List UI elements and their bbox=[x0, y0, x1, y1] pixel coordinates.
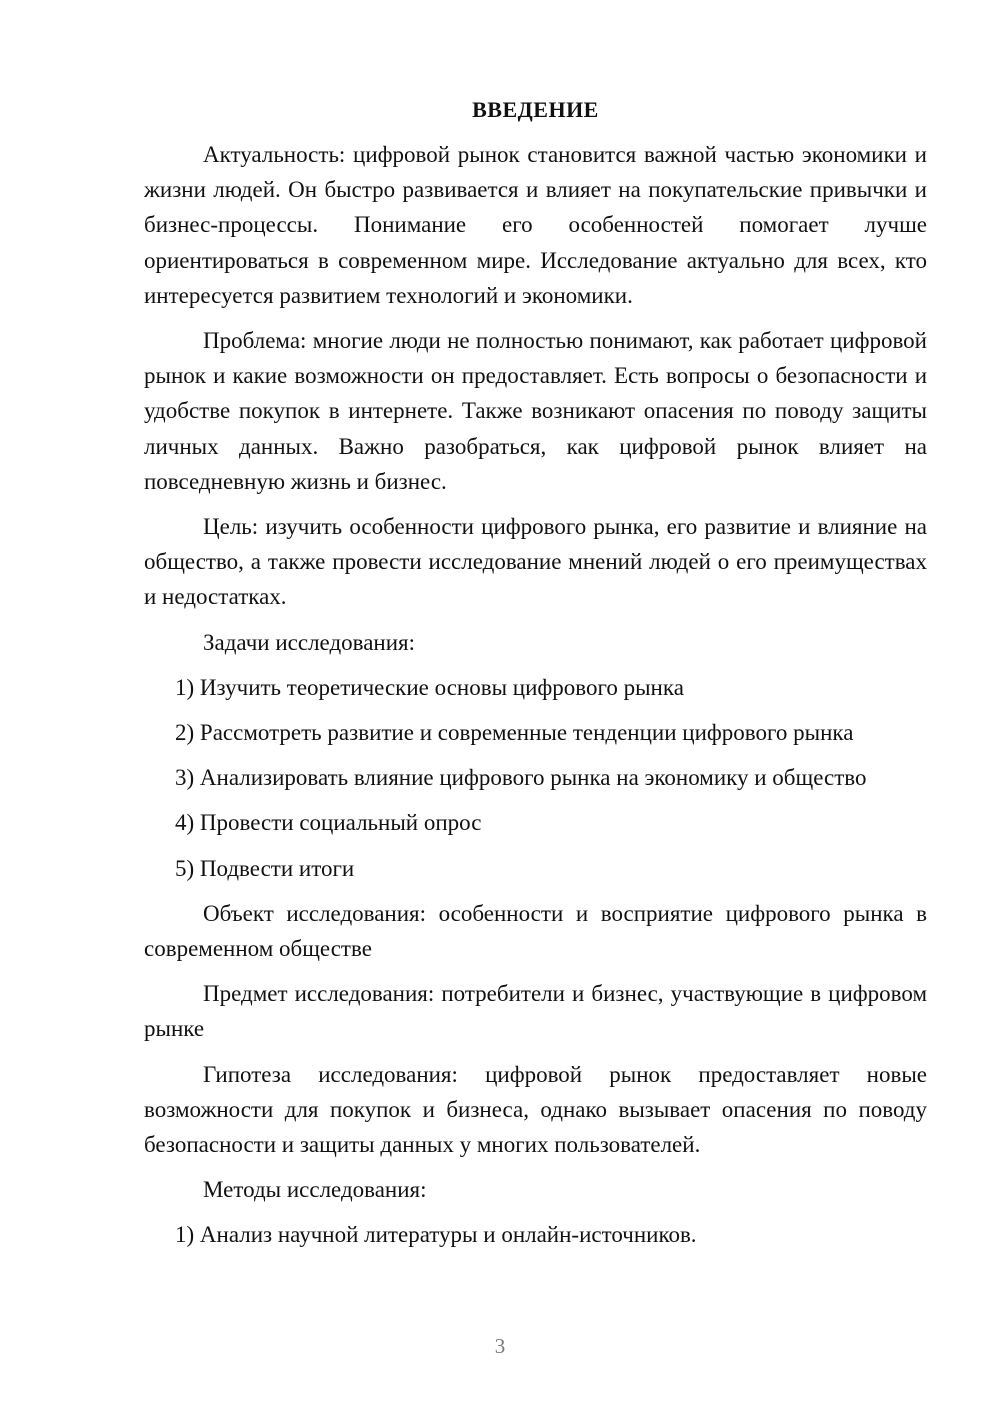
paragraph-object: Объект исследования: особенности и восприятие цифрового рынка в современном обществе bbox=[144, 900, 927, 962]
paragraph-subject: Предмет исследования: потребители и бизнес, участвующие в цифровом рынке bbox=[144, 981, 927, 1042]
task-item: 4) Провести социальный опрос bbox=[175, 810, 482, 836]
methods-heading: Методы исследования: bbox=[203, 1177, 427, 1203]
page-content bbox=[144, 95, 927, 1263]
task-item: 5) Подвести итоги bbox=[175, 855, 355, 881]
method-item: 1) Анализ научной литературы и онлайн-источников. bbox=[175, 1222, 697, 1248]
section-title: ВВЕДЕНИЕ bbox=[472, 97, 599, 122]
task-item: 2) Рассмотреть развитие и современные тенденции цифрового рынка bbox=[175, 720, 854, 746]
task-item: 3) Анализировать влияние цифрового рынка на экономику и общество bbox=[175, 765, 867, 791]
paragraph-hypothesis: Гипотеза исследования: цифровой рынок предоставляет новые возможности для покупок и бизнеса, однако вызывает опасения по поводу безопасности и защиты данных у многих пользователей. bbox=[144, 1061, 927, 1158]
task-item: 1) Изучить теоретические основы цифрового рынка bbox=[175, 674, 684, 700]
tasks-heading: Задачи исследования: bbox=[203, 629, 416, 655]
page-number: 3 bbox=[494, 1334, 506, 1358]
paragraph-relevance: Актуальность: цифровой рынок становится важной частью экономики и жизни людей. Он быстро развивается и влияет на покупательские привычки и бизнес-процессы. Понимание его особенностей помогает лучше ориентироваться в современном мире. Исследование актуально для всех, кто интересуется развитием технологий и экономики. bbox=[144, 142, 927, 308]
paragraph-problem: Проблема: многие люди не полностью понимают, как работает цифровой рынок и какие возможности он предоставляет. Есть вопросы о безопасности и удобстве покупок в интернете. Также возникают опасения по поводу защиты личных данных. Важно разобраться, как цифровой рынок влияет на повседневную жизнь и бизнес. bbox=[144, 328, 927, 494]
paragraph-goal: Цель: изучить особенности цифрового рынка, его развитие и влияние на общество, а также провести исследование мнений людей о его преимуществах и недостатках. bbox=[144, 514, 927, 610]
